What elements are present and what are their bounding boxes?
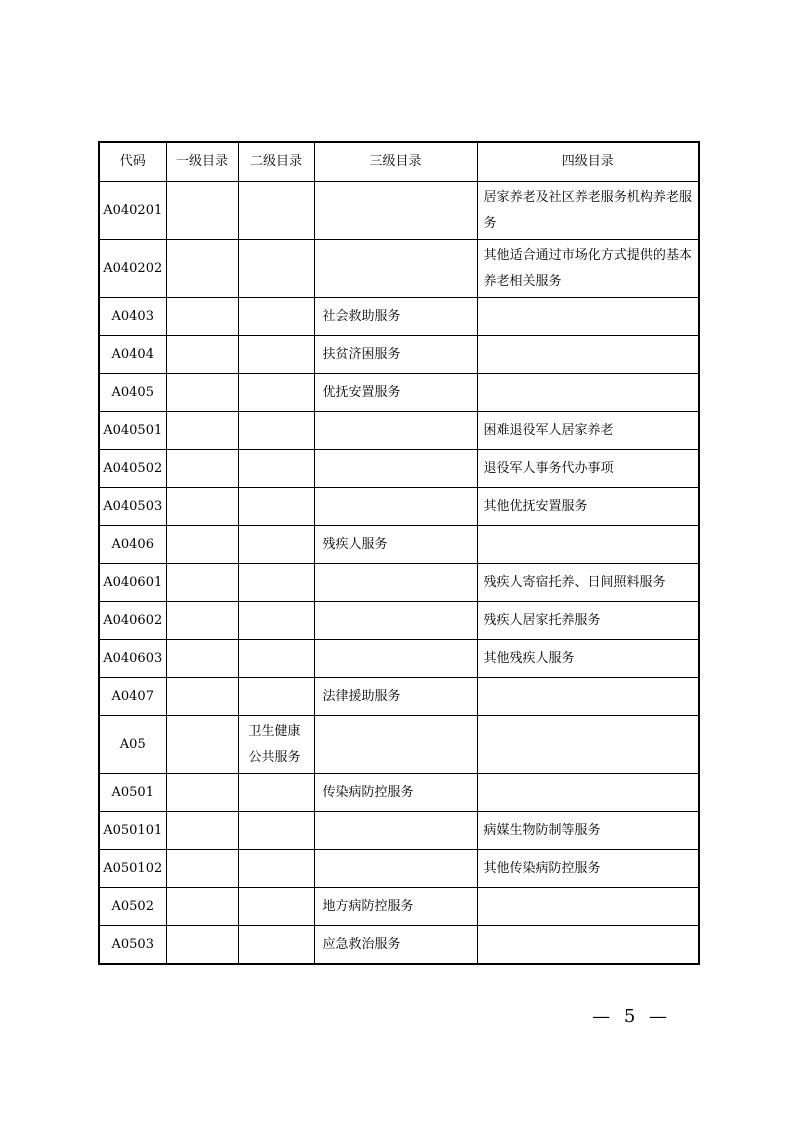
table-row <box>99 926 699 965</box>
cell-level3 <box>314 450 477 488</box>
cell-level2 <box>238 336 314 374</box>
cell-level2 <box>238 888 314 926</box>
cell-code: A040502 <box>99 450 166 488</box>
table-row <box>99 716 699 774</box>
cell-code: A040501 <box>99 412 166 450</box>
cell-level3 <box>314 488 477 526</box>
cell-level1 <box>166 640 238 678</box>
cell-level2 <box>238 450 314 488</box>
cell-code: A0501 <box>99 774 166 812</box>
cell-code: A0404 <box>99 336 166 374</box>
cell-level4 <box>477 374 699 412</box>
cell-code: A0502 <box>99 888 166 926</box>
cell-level3 <box>314 716 477 774</box>
cell-level3: 优抚安置服务 <box>314 374 477 412</box>
cell-code: A050102 <box>99 850 166 888</box>
cell-level4 <box>477 774 699 812</box>
cell-code: A0403 <box>99 298 166 336</box>
cell-level2 <box>238 564 314 602</box>
cell-level3 <box>314 602 477 640</box>
cell-level1 <box>166 812 238 850</box>
header-level2: 二级目录 <box>238 142 314 182</box>
cell-level3 <box>314 412 477 450</box>
cell-level3 <box>314 240 477 298</box>
table-row <box>99 526 699 564</box>
header-level4: 四级目录 <box>477 142 699 182</box>
cell-level1 <box>166 526 238 564</box>
cell-code: A05 <box>99 716 166 774</box>
cell-level4 <box>477 526 699 564</box>
cell-code: A040503 <box>99 488 166 526</box>
cell-level4: 其他传染病防控服务 <box>477 850 699 888</box>
cell-level3 <box>314 640 477 678</box>
cell-level2 <box>238 412 314 450</box>
table-row <box>99 774 699 812</box>
cell-level2 <box>238 926 314 965</box>
cell-level1 <box>166 488 238 526</box>
cell-level1 <box>166 298 238 336</box>
cell-code: A040601 <box>99 564 166 602</box>
cell-code: A0407 <box>99 678 166 716</box>
cell-level2 <box>238 640 314 678</box>
cell-level3: 法律援助服务 <box>314 678 477 716</box>
table-row <box>99 298 699 336</box>
table-body <box>99 182 699 965</box>
cell-level2 <box>238 526 314 564</box>
cell-code: A040202 <box>99 240 166 298</box>
cell-level3 <box>314 182 477 240</box>
cell-level1 <box>166 564 238 602</box>
cell-level2 <box>238 812 314 850</box>
cell-code: A040602 <box>99 602 166 640</box>
cell-level3: 应急救治服务 <box>314 926 477 965</box>
cell-level2 <box>238 678 314 716</box>
cell-code: A0405 <box>99 374 166 412</box>
cell-level3: 传染病防控服务 <box>314 774 477 812</box>
cell-level4: 其他适合通过市场化方式提供的基本养老相关服务 <box>477 240 699 298</box>
cell-level4 <box>477 336 699 374</box>
cell-level2 <box>238 374 314 412</box>
cell-level1 <box>166 240 238 298</box>
cell-level1 <box>166 412 238 450</box>
cell-level4 <box>477 888 699 926</box>
table-row <box>99 888 699 926</box>
cell-level1 <box>166 850 238 888</box>
cell-code: A040603 <box>99 640 166 678</box>
cell-level1 <box>166 888 238 926</box>
cell-level4: 残疾人居家托养服务 <box>477 602 699 640</box>
cell-level3 <box>314 564 477 602</box>
cell-level2 <box>238 182 314 240</box>
table-row <box>99 240 699 298</box>
table-row <box>99 564 699 602</box>
table-row <box>99 450 699 488</box>
cell-level1 <box>166 450 238 488</box>
cell-level1 <box>166 774 238 812</box>
cell-level4: 退役军人事务代办事项 <box>477 450 699 488</box>
cell-level4 <box>477 926 699 965</box>
cell-code: A0503 <box>99 926 166 965</box>
cell-level4: 困难退役军人居家养老 <box>477 412 699 450</box>
cell-level4: 居家养老及社区养老服务机构养老服务 <box>477 182 699 240</box>
cell-level3: 地方病防控服务 <box>314 888 477 926</box>
table-row <box>99 678 699 716</box>
page-number: — 5 — <box>592 1006 671 1027</box>
cell-code: A0406 <box>99 526 166 564</box>
cell-level3: 残疾人服务 <box>314 526 477 564</box>
cell-level2 <box>238 602 314 640</box>
cell-level3 <box>314 812 477 850</box>
cell-level2 <box>238 774 314 812</box>
cell-level2 <box>238 488 314 526</box>
table-row <box>99 336 699 374</box>
table-row <box>99 640 699 678</box>
cell-code: A050101 <box>99 812 166 850</box>
cell-code: A040201 <box>99 182 166 240</box>
table-row <box>99 812 699 850</box>
cell-level1 <box>166 602 238 640</box>
cell-level2 <box>238 298 314 336</box>
cell-level1 <box>166 678 238 716</box>
catalog-table <box>98 141 700 965</box>
table-row <box>99 602 699 640</box>
table-row <box>99 412 699 450</box>
table-header-row <box>99 142 699 182</box>
cell-level4: 其他残疾人服务 <box>477 640 699 678</box>
cell-level2 <box>238 850 314 888</box>
header-level1: 一级目录 <box>166 142 238 182</box>
cell-level3: 扶贫济困服务 <box>314 336 477 374</box>
table-row <box>99 850 699 888</box>
cell-level3 <box>314 850 477 888</box>
cell-level1 <box>166 716 238 774</box>
cell-level1 <box>166 926 238 965</box>
cell-level4: 其他优抚安置服务 <box>477 488 699 526</box>
cell-level2: 卫生健康公共服务 <box>238 716 314 774</box>
header-level3: 三级目录 <box>314 142 477 182</box>
table-row <box>99 374 699 412</box>
cell-level4 <box>477 678 699 716</box>
table-row <box>99 488 699 526</box>
cell-level4: 病媒生物防制等服务 <box>477 812 699 850</box>
cell-level1 <box>166 182 238 240</box>
cell-level4 <box>477 298 699 336</box>
cell-level3: 社会救助服务 <box>314 298 477 336</box>
cell-level4 <box>477 716 699 774</box>
cell-level2 <box>238 240 314 298</box>
header-code: 代码 <box>99 142 166 182</box>
cell-level4: 残疾人寄宿托养、日间照料服务 <box>477 564 699 602</box>
cell-level1 <box>166 336 238 374</box>
table-row <box>99 182 699 240</box>
cell-level1 <box>166 374 238 412</box>
